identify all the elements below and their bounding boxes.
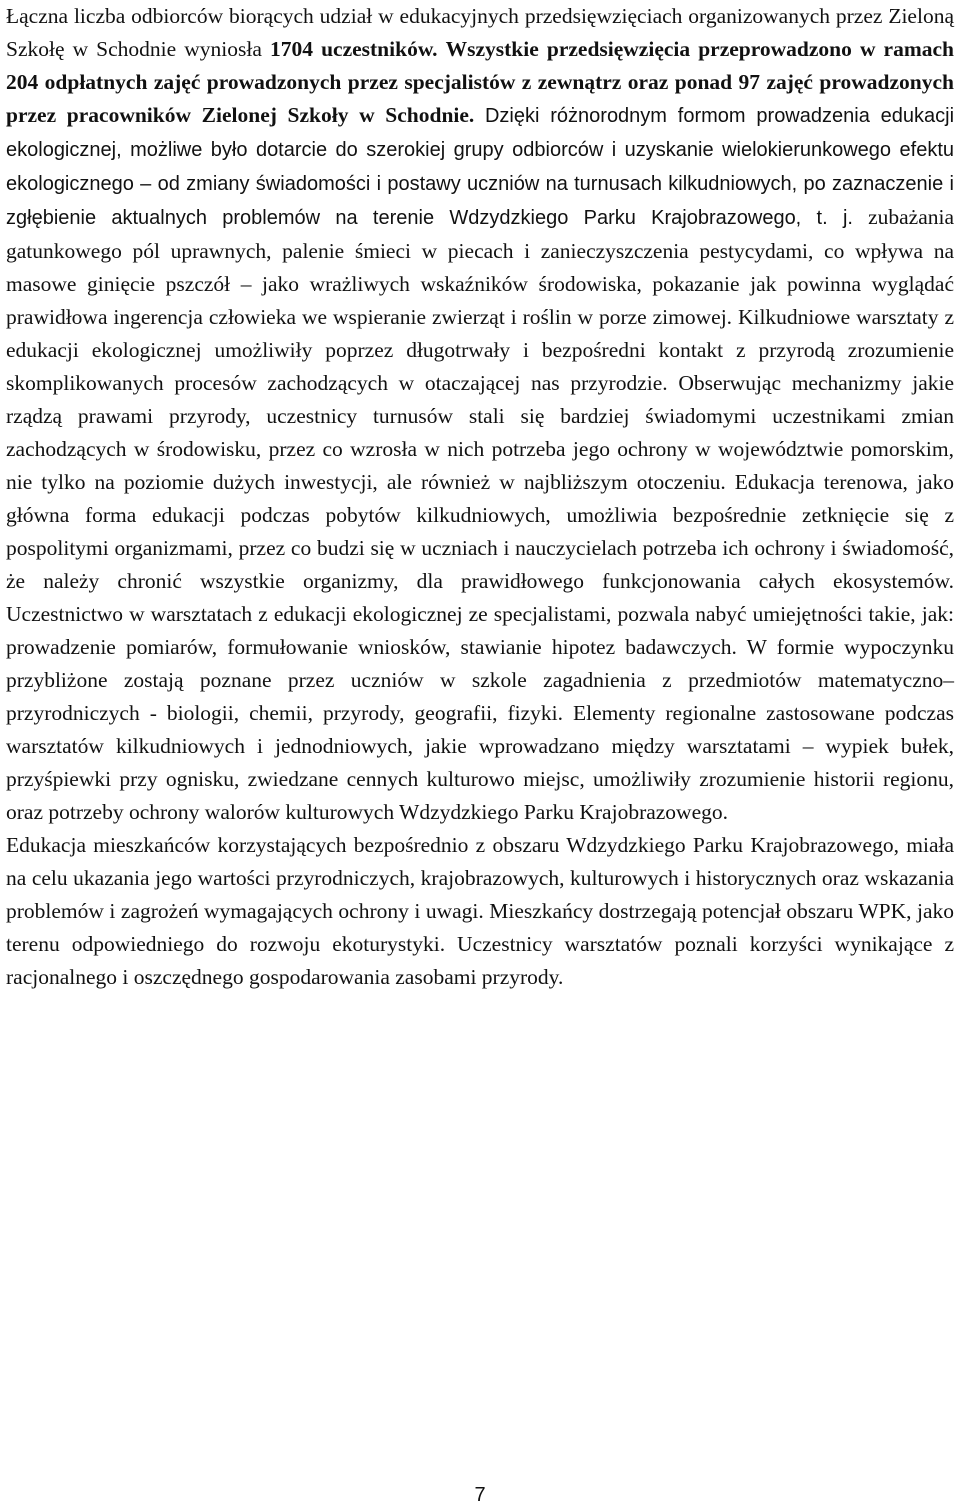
page-number: 7 (474, 1484, 486, 1506)
paragraph-2: Edukacja mieszkańców korzystających bezpośrednio z obszaru Wdzydzkiego Parku Krajobrazowego, miała na celu ukazania jego wartości przyrodniczych, krajobrazowych, kulturowych i historycznych oraz wskazania problemów i zagrożeń wymagających ochrony i uwagi. Mieszkańcy dostrzegają potencjał obszaru WPK, jako terenu odpowiedniego do rozwoju ekoturystyki. Uczestnicy warsztatów poznali korzyści wynikające z racjonalnego i oszczędnego gospodarowania zasobami przyrody. (6, 833, 954, 989)
participant-count: 1704 uczestników. (270, 37, 438, 61)
document-page (6, 0, 954, 994)
paragraph-1-serif-body: zubażania gatunkowego pól uprawnych, palenie śmieci w piecach i zanieczyszczenia pestycydami, co wpływa na masowe ginięcie pszczół – jako wrażliwych wskaźników środowiska, pokazanie jak powinna wyglądać prawidłowa ingerencja człowieka we wspieranie zwierząt i roślin w porze zimowej. Kilkudniowe warsztaty z edukacji ekologicznej umożliwiły poprzez długotrwały i bezpośredni kontakt z przyrodą zrozumienie skomplikowanych procesów zachodzących w otaczającej nas przyrodzie. Obserwując mechanizmy jakie rządzą prawami przyrody, uczestnicy turnusów stali się bardziej świadomymi uczestnikami zmian zachodzących w środowisku, przez co wzrosła w nich potrzeba jego ochrony w województwie pomorskim, nie tylko na poziomie dużych inwestycji, ale również w najbliższym otoczeniu. Edukacja terenowa, jako główna forma edukacji podczas pobytów kilkudniowych, umożliwia bezpośrednie zetknięcie się z pospolitymi organizmami, przez co budzi się w uczniach i nauczycielach potrzeba ich ochrony i świadomość, że należy chronić wszystkie organizmy, dla prawidłowego funkcjonowania całych ekosystemów. Uczestnictwo w warsztatach z edukacji ekologicznej ze specjalistami, pozwala nabyć umiejętności takie, jak: prowadzenie pomiarów, formułowanie wniosków, stawianie hipotez badawczych. W formie wypoczynku przybliżone zostają poznane przez uczniów w szkole zagadnienia z przedmiotów matematyczno–przyrodniczych - biologii, chemii, przyrody, geografii, fizyki. Elementy regionalne zastosowane podczas warsztatów kilkudniowych i jednodniowych, jakie wprowadzano między warsztatami – wypiek bułek, przyśpiewki przy ognisku, zwiedzane cennych kulturowo miejsc, umożliwiły zrozumienie historii regionu, oraz potrzeby ochrony walorów kulturowych Wdzydzkiego Parku Krajobrazowego. (6, 205, 955, 824)
paragraph-1-sans-body: Dzięki różnorodnym formom prowadzenia edukacji ekologicznej, możliwe było dotarcie do szerokiej grupy odbiorców i uzyskanie wielokierunkowego efektu ekologicznego – od zmiany świadomości i postawy uczniów na turnusach kilkudniowych, po zaznaczenie i zgłębienie aktualnych problemów na terenie Wdzydzkiego Parku Krajobrazowego, t. j. (6, 105, 955, 229)
paragraph-1 (6, 0, 954, 829)
paragraph-1-bold-summary: Wszystkie przedsięwzięcia przeprowadzono w ramach 204 odpłatnych zajęć prowadzonych przez specjalistów z zewnątrz oraz ponad 97 zajęć prowadzonych przez pracowników Zielonej Szkoły w Schodnie. (6, 37, 955, 127)
paragraph-1-intro: Łączna liczba odbiorców biorących udział w edukacyjnych przedsięwzięciach organizowanych przez Zieloną Szkołę w Schodnie wyniosła (6, 4, 954, 61)
